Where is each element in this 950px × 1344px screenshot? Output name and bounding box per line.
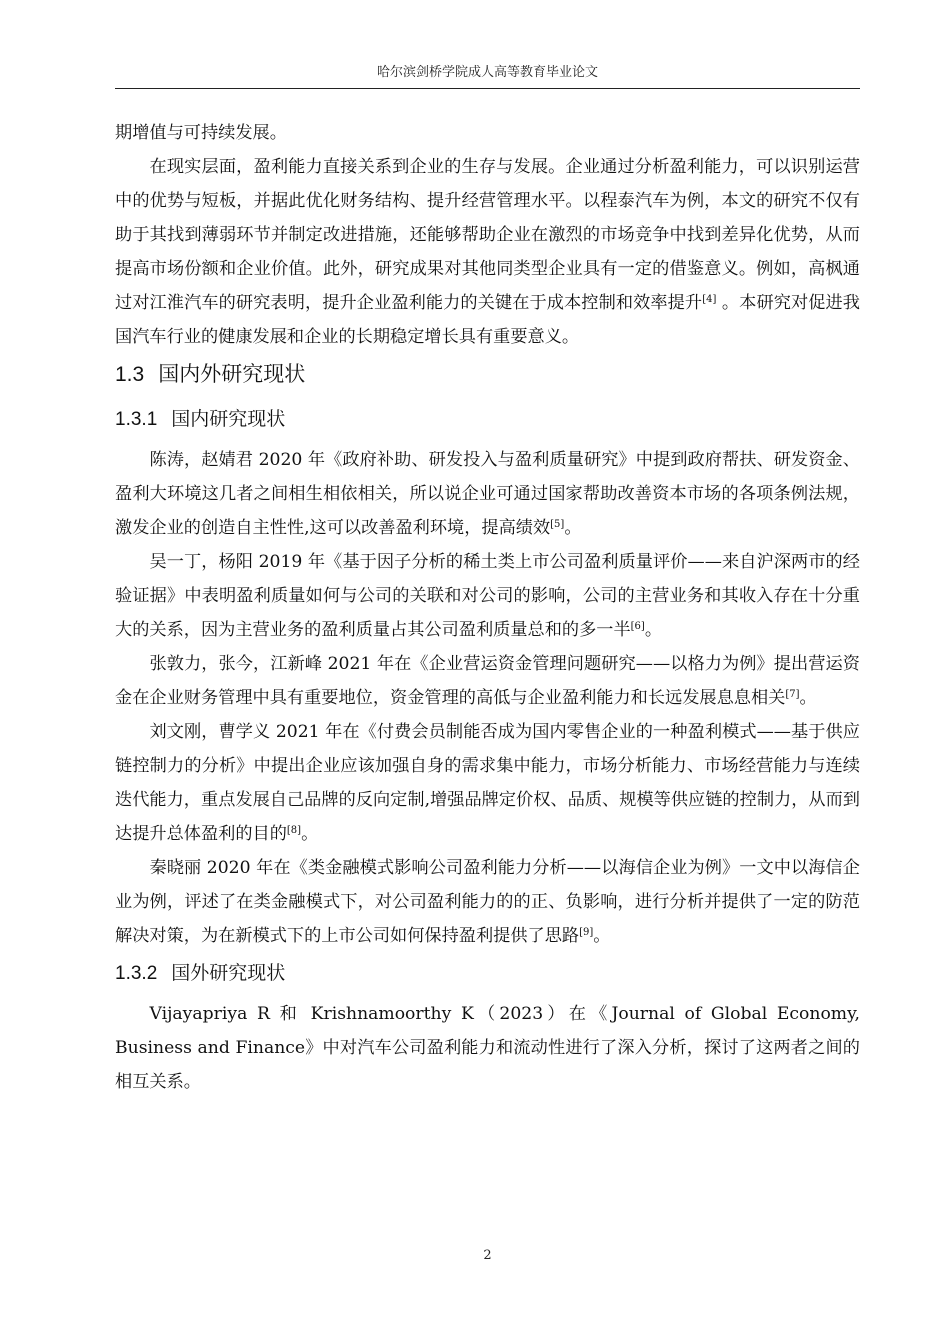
paragraph-tail: 。 [564,518,582,538]
paragraph-foreign-1: Vijayapriya R 和 Krishnamoorthy K（2023）在《Journal of Global Economy, Business and Finance》中对汽车公司盈利能力和流动性进行了深入分析，探讨了这两者之间的相互关系。 [115,1004,860,1092]
paragraph-tail: 。 [799,688,817,708]
citation-ref: [6] [630,621,645,632]
page-number: 2 [483,1248,492,1263]
subsection-number: 1.3.2 [115,963,158,984]
paragraph-text: 刘文刚，曹学义 2021 年在《付费会员制能否成为国内零售企业的一种盈利模式——基于供应链控制力的分析》中提出企业应该加强自身的需求集中能力，市场分析能力、市场经营能力与连续迭代能力，重点发展自己品牌的反向定制,增强品牌定价权、品质、规模等供应链的控制力，从而到达提升总体盈利的目的 [115,722,860,844]
paragraph-domestic-3 [115,647,860,715]
paragraph-domestic-4 [115,715,860,851]
subsection-number: 1.3.1 [115,409,158,430]
header-rule [115,88,860,89]
paragraph-text: 吴一丁，杨阳 2019 年《基于因子分析的稀土类上市公司盈利质量评价——来自沪深两市的经验证据》中表明盈利质量如何与公司的关联和对公司的影响，公司的主营业务和其收入存在十分重大的关系，因为主营业务的盈利质量占其公司盈利质量总和的多一半 [115,552,860,640]
paragraph-text: 在现实层面，盈利能力直接关系到企业的生存与发展。企业通过分析盈利能力，可以识别运营中的优势与短板，并据此优化财务结构、提升经营管理水平。以程泰汽车为例，本文的研究不仅有助于其找到薄弱环节并制定改进措施，还能够帮助企业在激烈的市场竞争中找到差异化优势，从而提高市场份额和企业价值。此外，研究成果对其他同类型企业具有一定的借鉴意义。例如，高枫通过对江淮汽车的研究表明，提升企业盈利能力的关键在于成本控制和效率提升 [115,157,860,313]
citation-ref: [9] [579,927,594,938]
page-header: 哈尔滨剑桥学院成人高等教育毕业论文 [376,65,598,80]
paragraph-continuation: 期增值与可持续发展。 [115,123,287,143]
citation-ref: [8] [286,825,302,836]
subsection-title: 国外研究现状 [171,963,286,984]
citation-ref: [5] [550,519,565,530]
paragraph-tail: 。 [644,620,663,640]
paragraph-text: 秦晓丽 2020 年在《类金融模式影响公司盈利能力分析——以海信企业为例》一文中以海信企业为例，评述了在类金融模式下，对公司盈利能力的的正、负影响，进行分析并提供了一定的防范解决对策，为在新模式下的上市公司如何保持盈利提供了思路 [115,858,860,946]
paragraph-domestic-1 [115,443,860,545]
paragraph-tail: 。本研究对促进我国汽车行业的健康发展和企业的长期稳定增长具有重要意义。 [115,293,860,347]
section-heading-1-3 [115,354,860,399]
paragraph-domestic-2 [115,545,860,647]
section-number: 1.3 [115,363,145,386]
paragraph-domestic-5 [115,851,860,953]
citation-ref: [7] [785,689,800,700]
subsection-title: 国内研究现状 [171,409,286,430]
paragraph-text: 陈涛，赵婧君 2020 年《政府补助、研发投入与盈利质量研究》中提到政府帮扶、研发资金、盈利大环境这几者之间相生相依相关，所以说企业可通过国家帮助改善资本市场的各项条例法规，激发企业的创造自主性性,这可以改善盈利环境，提高绩效 [115,450,860,538]
section-title: 国内外研究现状 [158,363,306,386]
page-content [115,116,860,1099]
paragraph-significance [115,150,860,354]
paragraph-tail: 。 [301,824,319,844]
subsection-heading-1-3-2 [115,953,860,997]
citation-ref: [4] [702,294,717,305]
paragraph-text: 张敦力，张今，江新峰 2021 年在《企业营运资金管理问题研究——以格力为例》提出营运资金在企业财务管理中具有重要地位，资金管理的高低与企业盈利能力和长远发展息息相关 [115,654,860,708]
paragraph-tail: 。 [593,926,611,946]
subsection-heading-1-3-1 [115,399,860,443]
